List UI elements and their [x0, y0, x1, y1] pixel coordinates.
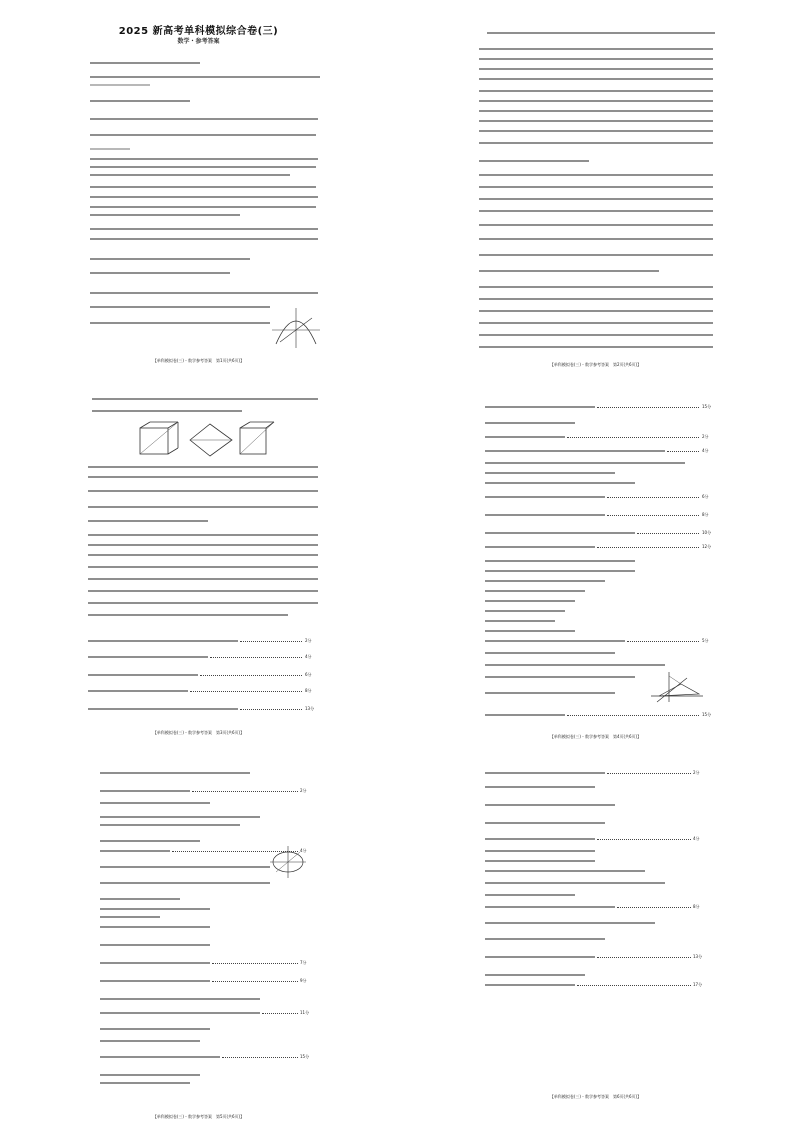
score-mark: 2分 — [305, 638, 312, 643]
answer-line — [100, 944, 210, 946]
score-leader — [607, 773, 691, 774]
answer-line — [479, 286, 713, 288]
score-leader — [210, 657, 302, 658]
page-footer: 【单科模拟卷(三)・数学参考答案 第4页(共6页)】 — [549, 734, 642, 739]
answer-line — [479, 58, 713, 60]
answer-line — [88, 554, 318, 556]
page-footer: 【单科模拟卷(三)・数学参考答案 第3页(共6页)】 — [152, 730, 245, 735]
answer-line — [485, 870, 645, 872]
score-mark: 13分 — [305, 706, 315, 711]
answer-line — [485, 570, 635, 572]
coordinate-solid-figure — [647, 670, 705, 704]
answer-line — [90, 84, 150, 86]
parabola-figure — [272, 308, 320, 348]
answer-line — [100, 898, 180, 900]
answer-line — [479, 198, 713, 200]
answer-page-1 — [0, 0, 397, 374]
answer-line — [90, 76, 320, 78]
answer-line — [90, 62, 200, 64]
answer-line — [485, 560, 635, 562]
score-leader — [200, 675, 302, 676]
answer-line — [479, 142, 713, 144]
answer-line — [485, 600, 575, 602]
answer-line — [485, 620, 555, 622]
answer-line — [485, 422, 575, 424]
answer-line — [479, 298, 713, 300]
answer-line — [485, 772, 605, 774]
score-leader — [617, 907, 691, 908]
answer-line — [92, 410, 242, 412]
answer-line — [485, 630, 575, 632]
score-mark: 9分 — [300, 978, 307, 983]
answer-line — [485, 546, 595, 548]
answer-line — [88, 674, 198, 676]
answer-line — [90, 258, 250, 260]
score-leader — [212, 963, 298, 964]
answer-line — [100, 816, 260, 818]
score-mark: 6分 — [702, 494, 709, 499]
answer-line — [479, 346, 713, 348]
answer-line — [485, 640, 625, 642]
answer-line — [90, 148, 130, 150]
answer-line — [485, 590, 585, 592]
answer-line — [485, 882, 665, 884]
answer-line — [485, 786, 595, 788]
score-mark: 2分 — [693, 770, 700, 775]
score-mark: 13分 — [693, 954, 703, 959]
answer-line — [90, 174, 290, 176]
score-leader — [627, 641, 699, 642]
score-leader — [607, 497, 699, 498]
answer-line — [485, 984, 575, 986]
answer-line — [485, 664, 665, 666]
answer-line — [100, 1040, 200, 1042]
answer-line — [88, 690, 188, 692]
answer-line — [100, 908, 210, 910]
answer-line — [485, 804, 615, 806]
answer-line — [90, 238, 318, 240]
answer-line — [90, 196, 318, 198]
answer-line — [100, 824, 240, 826]
score-mark: 15分 — [702, 404, 712, 409]
answer-page-2 — [397, 0, 794, 374]
score-mark: 15分 — [300, 1054, 310, 1059]
answer-line — [485, 692, 615, 694]
answer-line — [485, 714, 565, 716]
score-leader — [212, 981, 298, 982]
score-mark: 8分 — [702, 512, 709, 517]
answer-line — [487, 32, 715, 34]
answer-line — [485, 496, 605, 498]
score-leader — [222, 1057, 298, 1058]
solid-geometry-figures — [136, 420, 276, 460]
score-mark: 12分 — [702, 544, 712, 549]
answer-line — [100, 926, 210, 928]
answer-line — [90, 118, 318, 120]
score-mark: 5分 — [702, 638, 709, 643]
answer-line — [100, 772, 250, 774]
score-leader — [192, 791, 298, 792]
score-mark: 8分 — [693, 904, 700, 909]
answer-line — [485, 906, 615, 908]
answer-line — [479, 120, 713, 122]
answer-line — [485, 850, 595, 852]
answer-page-3 — [0, 374, 397, 748]
page-footer: 【单科模拟卷(三)・数学参考答案 第5页(共6页)】 — [152, 1114, 245, 1119]
score-mark: 2分 — [702, 434, 709, 439]
answer-line — [479, 160, 589, 162]
answer-line — [479, 100, 713, 102]
answer-page-4 — [397, 374, 794, 748]
score-mark: 4分 — [693, 836, 700, 841]
score-mark: 10分 — [702, 530, 712, 535]
answer-line — [88, 476, 318, 478]
score-leader — [577, 985, 691, 986]
answer-line — [88, 534, 318, 536]
answer-line — [479, 270, 659, 272]
answer-line — [479, 210, 713, 212]
answer-line — [90, 166, 316, 168]
answer-line — [485, 956, 595, 958]
answer-line — [90, 228, 318, 230]
answer-line — [485, 406, 595, 408]
answer-line — [90, 322, 270, 324]
score-mark: 4分 — [702, 448, 709, 453]
answer-line — [479, 322, 713, 324]
answer-line — [88, 578, 318, 580]
answer-line — [485, 894, 575, 896]
answer-line — [485, 974, 585, 976]
answer-line — [479, 186, 713, 188]
score-leader — [667, 451, 699, 452]
answer-page-6 — [397, 748, 794, 1122]
score-leader — [567, 437, 699, 438]
answer-line — [90, 134, 316, 136]
score-leader — [190, 691, 302, 692]
answer-line — [485, 450, 665, 452]
answer-line — [92, 398, 318, 400]
answer-line — [479, 310, 713, 312]
answer-line — [100, 802, 210, 804]
answer-line — [485, 436, 565, 438]
answer-line — [88, 466, 318, 468]
answer-line — [485, 472, 615, 474]
answer-line — [100, 916, 160, 918]
answer-line — [100, 1028, 210, 1030]
answer-line — [485, 938, 605, 940]
answer-line — [479, 90, 713, 92]
answer-line — [88, 506, 318, 508]
answer-line — [90, 206, 316, 208]
answer-line — [88, 490, 318, 492]
answer-line — [485, 822, 605, 824]
answer-line — [479, 174, 713, 176]
answer-line — [479, 78, 713, 80]
answer-line — [88, 566, 318, 568]
answer-line — [90, 214, 240, 216]
score-mark: 11分 — [300, 1010, 310, 1015]
answer-line — [90, 100, 190, 102]
answer-line — [485, 610, 565, 612]
page-footer: 【单科模拟卷(三)・数学参考答案 第6页(共6页)】 — [549, 1094, 642, 1099]
answer-line — [479, 334, 713, 336]
answer-line — [485, 462, 685, 464]
score-leader — [637, 533, 699, 534]
answer-line — [100, 882, 270, 884]
score-leader — [597, 547, 699, 548]
answer-line — [88, 640, 238, 642]
answer-line — [485, 482, 635, 484]
answer-line — [88, 602, 318, 604]
answer-line — [100, 962, 210, 964]
score-leader — [607, 515, 699, 516]
answer-line — [485, 580, 605, 582]
score-mark: 15分 — [702, 712, 712, 717]
answer-line — [90, 186, 316, 188]
score-leader — [240, 641, 302, 642]
answer-line — [90, 306, 270, 308]
answer-line — [90, 292, 318, 294]
answer-line — [479, 48, 713, 50]
ellipse-figure — [270, 844, 306, 878]
answer-line — [88, 520, 208, 522]
answer-line — [485, 860, 595, 862]
answer-line — [100, 840, 200, 842]
answer-line — [100, 1074, 200, 1076]
document-subtitle: 数学・参考答案 — [177, 38, 220, 45]
score-mark: 4分 — [305, 654, 312, 659]
answer-line — [485, 652, 615, 654]
score-leader — [240, 709, 302, 710]
score-mark: 17分 — [693, 982, 703, 987]
answer-line — [100, 790, 190, 792]
page-footer: 【单科模拟卷(三)・数学参考答案 第2页(共6页)】 — [549, 362, 642, 367]
answer-line — [485, 514, 605, 516]
answer-line — [90, 158, 318, 160]
answer-line — [479, 130, 713, 132]
score-leader — [597, 407, 699, 408]
answer-line — [90, 272, 230, 274]
score-leader — [567, 715, 699, 716]
answer-line — [479, 68, 713, 70]
score-leader — [597, 957, 691, 958]
score-leader — [262, 1013, 298, 1014]
answer-line — [100, 850, 170, 852]
answer-line — [485, 676, 635, 678]
score-mark: 2分 — [300, 788, 307, 793]
answer-line — [479, 110, 713, 112]
answer-line — [88, 590, 318, 592]
answer-line — [100, 1082, 190, 1084]
score-leader — [597, 839, 691, 840]
document-title: 2025 新高考单科模拟综合卷(三) — [118, 26, 279, 37]
answer-line — [88, 708, 238, 710]
score-mark: 8分 — [305, 688, 312, 693]
answer-line — [88, 614, 288, 616]
answer-line — [485, 922, 655, 924]
answer-line — [485, 532, 635, 534]
answer-line — [485, 838, 595, 840]
answer-line — [479, 224, 713, 226]
answer-line — [479, 238, 713, 240]
answer-line — [100, 998, 260, 1000]
answer-page-5 — [0, 748, 397, 1122]
answer-line — [88, 656, 208, 658]
answer-line — [479, 254, 713, 256]
score-mark: 6分 — [305, 672, 312, 677]
page-footer: 【单科模拟卷(三)・数学参考答案 第1页(共6页)】 — [152, 358, 245, 363]
score-mark: 7分 — [300, 960, 307, 965]
score-mark: 4分 — [300, 848, 307, 853]
answer-line — [100, 980, 210, 982]
answer-line — [88, 544, 318, 546]
answer-line — [100, 1056, 220, 1058]
answer-line — [100, 866, 270, 868]
answer-line — [100, 1012, 260, 1014]
